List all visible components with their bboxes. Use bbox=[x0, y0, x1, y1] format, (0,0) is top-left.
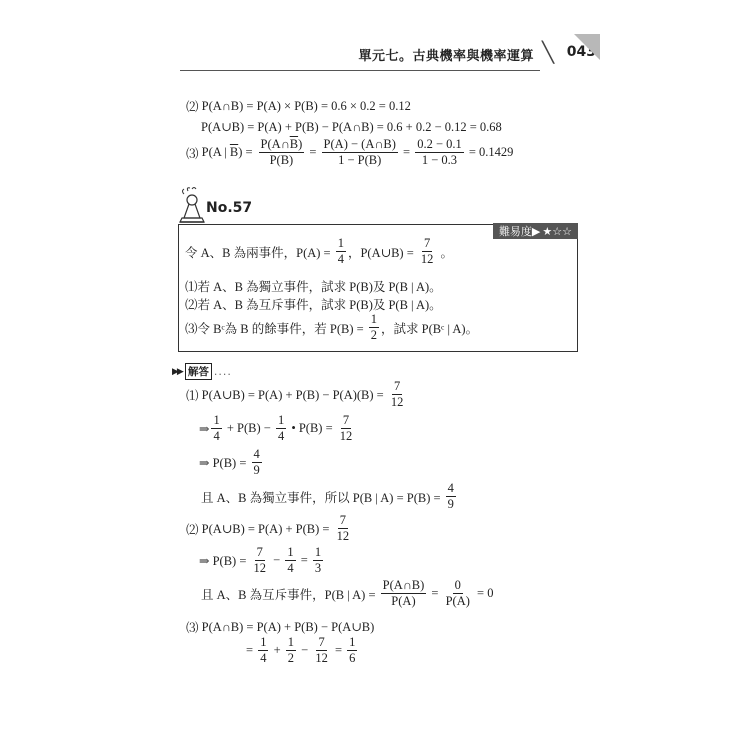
math-text: = 0.1429 bbox=[465, 145, 514, 160]
text: ⑶令 Bᶜ為 B 的餘事件，若 P(B) = bbox=[185, 321, 367, 336]
solution-1d bbox=[201, 482, 458, 511]
fraction-numerator: P(A∩B) bbox=[381, 579, 427, 594]
fraction-denominator: 12 bbox=[390, 395, 404, 410]
fraction bbox=[444, 579, 472, 608]
fraction-denominator: 12 bbox=[339, 429, 353, 444]
fraction bbox=[415, 138, 464, 167]
math-text: − bbox=[270, 553, 284, 568]
math-text: = bbox=[331, 643, 346, 658]
fraction bbox=[252, 546, 269, 575]
fraction-numerator: 1 bbox=[258, 636, 268, 651]
fraction-denominator: 4 bbox=[213, 429, 220, 444]
fraction bbox=[286, 636, 296, 665]
math-text: ⇒ P(B) = bbox=[199, 455, 250, 470]
fraction bbox=[389, 380, 406, 409]
fraction-numerator: 1 bbox=[313, 546, 323, 561]
fraction-denominator: 12 bbox=[336, 529, 350, 544]
fraction-denominator: 4 bbox=[287, 561, 294, 576]
fraction-numerator: 4 bbox=[446, 482, 456, 497]
difficulty-stars: ★☆☆ bbox=[542, 224, 572, 238]
question-2 bbox=[185, 295, 442, 313]
math-complement: $\overline{B}$ bbox=[229, 145, 239, 160]
corner-tab bbox=[574, 34, 600, 60]
fraction bbox=[211, 414, 221, 443]
fraction-denominator: 12 bbox=[253, 561, 267, 576]
fraction bbox=[313, 546, 323, 575]
prev-line-2 bbox=[201, 119, 502, 135]
item-label: ⑵ bbox=[186, 100, 202, 114]
fraction-numerator: 1 bbox=[211, 414, 221, 429]
fraction-denominator: 2 bbox=[287, 651, 294, 666]
math-text: 且 A、B 為互斥事件，P(B | A) = bbox=[201, 587, 379, 602]
solution-2a bbox=[186, 514, 353, 543]
fraction-numerator: 0 bbox=[453, 579, 463, 594]
fraction bbox=[276, 414, 286, 443]
solution-1b bbox=[199, 414, 356, 443]
fraction-numerator: 1 bbox=[347, 636, 357, 651]
math-text: + bbox=[270, 643, 284, 658]
fraction bbox=[285, 546, 295, 575]
problem-box bbox=[178, 224, 578, 352]
fraction bbox=[419, 237, 436, 266]
fraction bbox=[322, 138, 398, 167]
equation: P(A∪B) = P(A) + P(B) = bbox=[201, 521, 333, 536]
math-text: ⇒ P(B) = bbox=[199, 553, 250, 568]
header-slash: ╲ bbox=[541, 40, 554, 64]
solution-dots: .... bbox=[213, 365, 232, 378]
problem-number: No.57 bbox=[206, 200, 253, 216]
prev-line-1 bbox=[186, 97, 411, 115]
fraction-denominator: 4 bbox=[260, 651, 267, 666]
fraction-denominator: 3 bbox=[314, 561, 322, 576]
math-text: + P(B) − bbox=[223, 421, 274, 436]
solution-1a bbox=[186, 380, 407, 409]
math-text: = bbox=[306, 145, 320, 160]
item-label: ⑵ bbox=[186, 522, 202, 537]
fraction-numerator: $P(A\cap\overline{B})$ bbox=[259, 138, 305, 153]
prev-line-3 bbox=[186, 138, 513, 167]
math-text: ⇒ bbox=[199, 421, 210, 436]
page-header bbox=[180, 36, 600, 72]
math-text: P(A | bbox=[201, 145, 230, 160]
fraction-denominator: 1 − P(B) bbox=[338, 153, 382, 168]
text: 。 bbox=[437, 245, 454, 260]
fraction-denominator: 12 bbox=[420, 252, 434, 267]
fraction-denominator: P(A) bbox=[391, 594, 416, 609]
fraction-numerator: 4 bbox=[252, 448, 262, 463]
fraction-denominator: 6 bbox=[349, 651, 356, 666]
fraction bbox=[313, 636, 330, 665]
fraction-numerator: 7 bbox=[341, 414, 351, 429]
fraction bbox=[336, 237, 346, 266]
solution-label: 解答 bbox=[185, 363, 212, 380]
fraction-denominator: 2 bbox=[370, 328, 378, 343]
text: 令 A、B 為兩事件，P(A) = bbox=[185, 245, 334, 260]
fraction-numerator: 7 bbox=[338, 514, 348, 529]
difficulty-badge bbox=[493, 223, 578, 239]
fraction-denominator: $P(\overline{B})$ bbox=[269, 153, 294, 168]
item-label: ⑶ bbox=[186, 146, 202, 161]
math-text: − bbox=[298, 643, 312, 658]
math-text: = bbox=[428, 586, 442, 601]
math-text: = bbox=[246, 643, 257, 658]
problem-statement bbox=[185, 237, 453, 266]
fraction bbox=[381, 579, 427, 608]
fraction-denominator: 9 bbox=[253, 463, 260, 478]
fraction-numerator: 1 bbox=[369, 313, 379, 328]
fraction-numerator: 1 bbox=[276, 414, 286, 429]
problem-header bbox=[178, 186, 258, 226]
fraction bbox=[338, 414, 355, 443]
fraction-numerator: 7 bbox=[255, 546, 265, 561]
fraction-numerator: 7 bbox=[316, 636, 326, 651]
item-label: ⑶ bbox=[186, 621, 202, 635]
question-3 bbox=[185, 313, 478, 342]
text: ，試求 P(Bᶜ | A)。 bbox=[381, 321, 479, 336]
solution-3b bbox=[246, 636, 359, 665]
fraction-numerator: 7 bbox=[422, 237, 432, 252]
fraction-numerator: 0.2 − 0.1 bbox=[415, 138, 464, 153]
math-text: = 0 bbox=[473, 586, 494, 601]
header-rule bbox=[180, 70, 540, 71]
fraction-numerator: 1 bbox=[286, 636, 296, 651]
equation: P(A∩B) = P(A) × P(B) = 0.6 × 0.2 = 0.12 bbox=[201, 98, 411, 113]
page-number: 043 bbox=[566, 44, 596, 60]
math-text: = bbox=[297, 553, 311, 568]
fraction-denominator: 4 bbox=[337, 252, 344, 267]
fraction-denominator: 4 bbox=[277, 429, 285, 444]
text: ⑴若 A、B 為獨立事件，試求 P(B)及 P(B | A)。 bbox=[185, 280, 442, 294]
fraction bbox=[259, 138, 305, 167]
fraction bbox=[347, 636, 357, 665]
fraction-numerator: 1 bbox=[336, 237, 346, 252]
solution-2c bbox=[201, 579, 493, 608]
fraction bbox=[252, 448, 262, 477]
solution-1c bbox=[199, 448, 264, 477]
text: ，P(A∪B) = bbox=[347, 245, 417, 260]
question-1 bbox=[185, 277, 442, 295]
math-text: = bbox=[399, 145, 414, 160]
text: ⑵若 A、B 為互斥事件，試求 P(B)及 P(B | A)。 bbox=[185, 298, 442, 312]
double-arrow-icon: ▶▶ bbox=[172, 366, 182, 377]
fraction bbox=[335, 514, 352, 543]
equation: P(A∩B) = P(A) + P(B) − P(A∪B) bbox=[201, 620, 375, 634]
math-text: 且 A、B 為獨立事件，所以 P(B | A) = P(B) = bbox=[201, 490, 444, 505]
chapter-title: 單元七。古典機率與機率運算 bbox=[358, 49, 534, 64]
fraction-numerator: 7 bbox=[392, 380, 402, 395]
fraction bbox=[369, 313, 379, 342]
equation: P(A∪B) = P(A) + P(B) − P(A∩B) = 0.6 + 0.2 − 0.12 = 0.68 bbox=[201, 120, 502, 134]
fraction bbox=[258, 636, 268, 665]
fraction bbox=[446, 482, 456, 511]
solution-header bbox=[172, 363, 232, 380]
solution-2b bbox=[199, 546, 325, 575]
fraction-numerator: 1 bbox=[285, 546, 295, 561]
difficulty-label: 難易度▶ bbox=[498, 225, 541, 238]
fraction-denominator: P(A) bbox=[445, 594, 470, 609]
fraction-denominator: 9 bbox=[447, 497, 454, 512]
fraction-denominator: 1 − 0.3 bbox=[421, 153, 458, 168]
equation: P(A∪B) = P(A) + P(B) − P(A)(B) = bbox=[201, 387, 387, 402]
math-text: ) = bbox=[238, 145, 253, 160]
item-label: ⑴ bbox=[186, 388, 202, 403]
solution-3a bbox=[186, 618, 374, 636]
fraction-denominator: 12 bbox=[315, 651, 328, 666]
math-text: • P(B) = bbox=[288, 421, 336, 436]
fraction-numerator: P(A) − (A∩B) bbox=[322, 138, 398, 153]
